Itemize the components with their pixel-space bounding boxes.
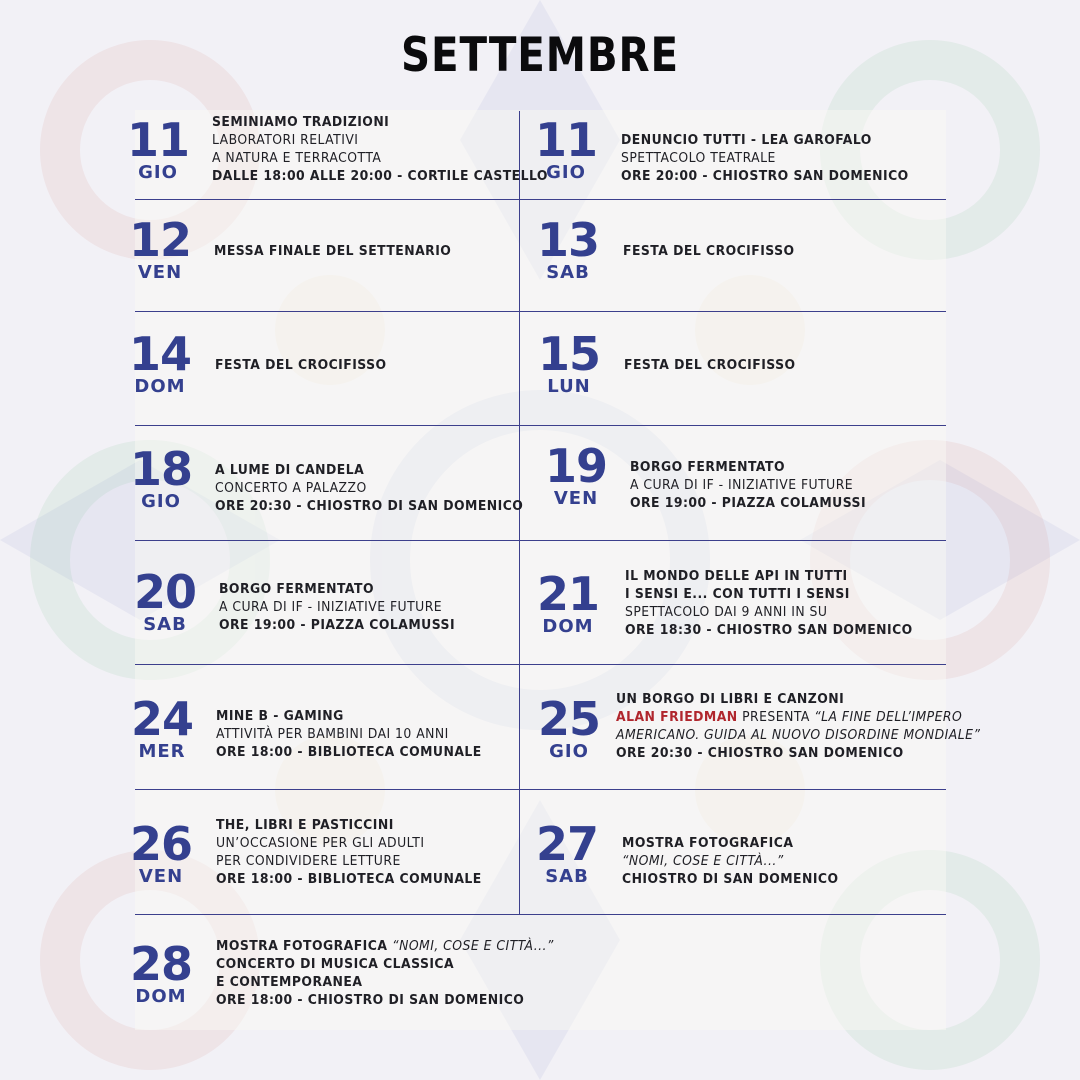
event-details [215, 356, 401, 374]
event-details [616, 690, 1012, 762]
event-title: FESTA DEL CROCIFISSO [624, 357, 796, 373]
day-of-week: GIO [138, 162, 178, 183]
day-of-week: GIO [546, 162, 586, 183]
day-number: 25 [537, 692, 600, 746]
event-details [214, 242, 472, 260]
event-line: LABORATORI RELATIVI [212, 132, 359, 148]
day-number: 26 [129, 817, 192, 871]
event-line: CHIOSTRO DI SAN DOMENICO [622, 871, 839, 887]
event-title: MESSA FINALE DEL SETTENARIO [214, 243, 452, 259]
event-date [533, 567, 603, 638]
event-details [630, 458, 887, 512]
event-line: A NATURA E TERRACOTTA [212, 150, 382, 166]
day-of-week: VEN [138, 866, 184, 887]
event-details [216, 816, 505, 888]
row-divider [135, 914, 946, 915]
event-line: ORE 20:30 - CHIOSTRO DI SAN DOMENICO [215, 498, 524, 514]
day-of-week: GIO [141, 491, 181, 512]
event-details [219, 580, 476, 634]
day-number: 19 [544, 439, 607, 493]
day-number: 11 [534, 113, 597, 167]
day-of-week: SAB [546, 262, 590, 283]
event-line: DALLE 18:00 ALLE 20:00 - CORTILE CASTELLO [212, 168, 548, 184]
day-of-week: VEN [137, 262, 183, 283]
event-line: ATTIVITÀ PER BAMBINI DAI 10 ANNI [216, 726, 449, 742]
event-title: FESTA DEL CROCIFISSO [623, 243, 795, 259]
event-title: BORGO FERMENTATO [219, 581, 374, 597]
event-date [532, 817, 602, 888]
day-of-week: LUN [547, 376, 591, 397]
day-number: 21 [536, 567, 599, 621]
event-date [534, 692, 604, 763]
event-line: SPETTACOLO TEATRALE [621, 150, 776, 166]
event-line: A CURA DI IF - INIZIATIVE FUTURE [219, 599, 443, 615]
event-title: IL MONDO DELLE API IN TUTTI [625, 568, 848, 584]
day-of-week: DOM [542, 616, 594, 637]
event-date [126, 937, 196, 1008]
row-divider [135, 789, 946, 790]
event-title: MINE B - GAMING [216, 708, 344, 724]
event-line: UN’OCCASIONE PER GLI ADULTI [216, 835, 425, 851]
day-of-week: GIO [549, 741, 589, 762]
event-line [216, 937, 554, 955]
event-title: MOSTRA FOTOGRAFICA [622, 835, 794, 851]
row-divider [135, 664, 946, 665]
event-line: A CURA DI IF - INIZIATIVE FUTURE [630, 477, 854, 493]
event-line-part: “NOMI, COSE E CITTÀ...” [392, 938, 554, 954]
event-date [130, 565, 200, 636]
event-line [616, 708, 980, 726]
event-date [541, 439, 611, 510]
event-title: UN BORGO DI LIBRI E CANZONI [616, 691, 845, 707]
event-line-part: MOSTRA FOTOGRAFICA [216, 938, 393, 954]
event-date [531, 113, 601, 184]
row-divider [135, 311, 946, 312]
event-line: ORE 18:30 - CHIOSTRO SAN DOMENICO [625, 622, 913, 638]
event-line: ORE 18:00 - BIBLIOTECA COMUNALE [216, 871, 482, 887]
event-line: ORE 19:00 - PIAZZA COLAMUSSI [219, 617, 456, 633]
row-divider [135, 425, 946, 426]
event-line: SPETTACOLO DAI 9 ANNI IN SU [625, 604, 828, 620]
event-line-part: PRESENTA [737, 709, 815, 725]
event-date [125, 327, 195, 398]
event-title: BORGO FERMENTATO [630, 459, 785, 475]
event-speaker: ALAN FRIEDMAN [616, 709, 738, 725]
day-number: 14 [128, 327, 191, 381]
event-date [126, 817, 196, 888]
event-details [623, 242, 809, 260]
day-number: 15 [537, 327, 600, 381]
event-details [625, 567, 938, 639]
event-line: ORE 19:00 - PIAZZA COLAMUSSI [630, 495, 867, 511]
day-of-week: SAB [545, 866, 589, 887]
event-line: CONCERTO DI MUSICA CLASSICA [216, 956, 455, 972]
day-number: 28 [129, 937, 192, 991]
event-line: ORE 20:30 - CHIOSTRO SAN DOMENICO [616, 745, 904, 761]
day-number: 13 [536, 213, 599, 267]
event-line: AMERICANO. GUIDA AL NUOVO DISORDINE MONDIALE” [616, 727, 981, 743]
event-date [126, 442, 196, 513]
day-number: 11 [126, 113, 189, 167]
event-line: “NOMI, COSE E CITTÀ...” [622, 853, 784, 869]
event-details [622, 834, 857, 888]
day-number: 18 [129, 442, 192, 496]
day-number: 12 [128, 213, 191, 267]
row-divider [135, 540, 946, 541]
day-of-week: DOM [134, 376, 186, 397]
event-details [212, 113, 577, 185]
day-number: 24 [130, 692, 193, 746]
event-title: FESTA DEL CROCIFISSO [215, 357, 387, 373]
event-line-part: “LA FINE DELL’IMPERO [814, 709, 963, 725]
event-title: A LUME DI CANDELA [215, 462, 365, 478]
event-date [127, 692, 197, 763]
day-of-week: VEN [553, 488, 599, 509]
event-details [624, 356, 810, 374]
page-title: SETTEMBRE [401, 28, 679, 83]
row-divider [135, 199, 946, 200]
event-line: E CONTEMPORANEA [216, 974, 363, 990]
event-date [123, 113, 193, 184]
event-details [215, 461, 550, 515]
event-details [216, 937, 583, 1009]
event-title: DENUNCIO TUTTI - LEA GAROFALO [621, 132, 872, 148]
event-details [216, 707, 505, 761]
event-title: SEMINIAMO TRADIZIONI [212, 114, 390, 130]
event-line: CONCERTO A PALAZZO [215, 480, 367, 496]
day-of-week: SAB [143, 614, 187, 635]
day-number: 20 [133, 565, 196, 619]
event-details [621, 131, 934, 185]
event-line: PER CONDIVIDERE LETTURE [216, 853, 401, 869]
event-date [534, 327, 604, 398]
event-line: ORE 20:00 - CHIOSTRO SAN DOMENICO [621, 168, 909, 184]
day-of-week: MER [138, 741, 186, 762]
day-number: 27 [535, 817, 598, 871]
event-line: I SENSI E... CON TUTTI I SENSI [625, 586, 850, 602]
event-line: ORE 18:00 - CHIOSTRO DI SAN DOMENICO [216, 992, 525, 1008]
day-of-week: DOM [135, 986, 187, 1007]
event-date [533, 213, 603, 284]
event-title: THE, LIBRI E PASTICCINI [216, 817, 394, 833]
event-date [125, 213, 195, 284]
event-line: ORE 18:00 - BIBLIOTECA COMUNALE [216, 744, 482, 760]
